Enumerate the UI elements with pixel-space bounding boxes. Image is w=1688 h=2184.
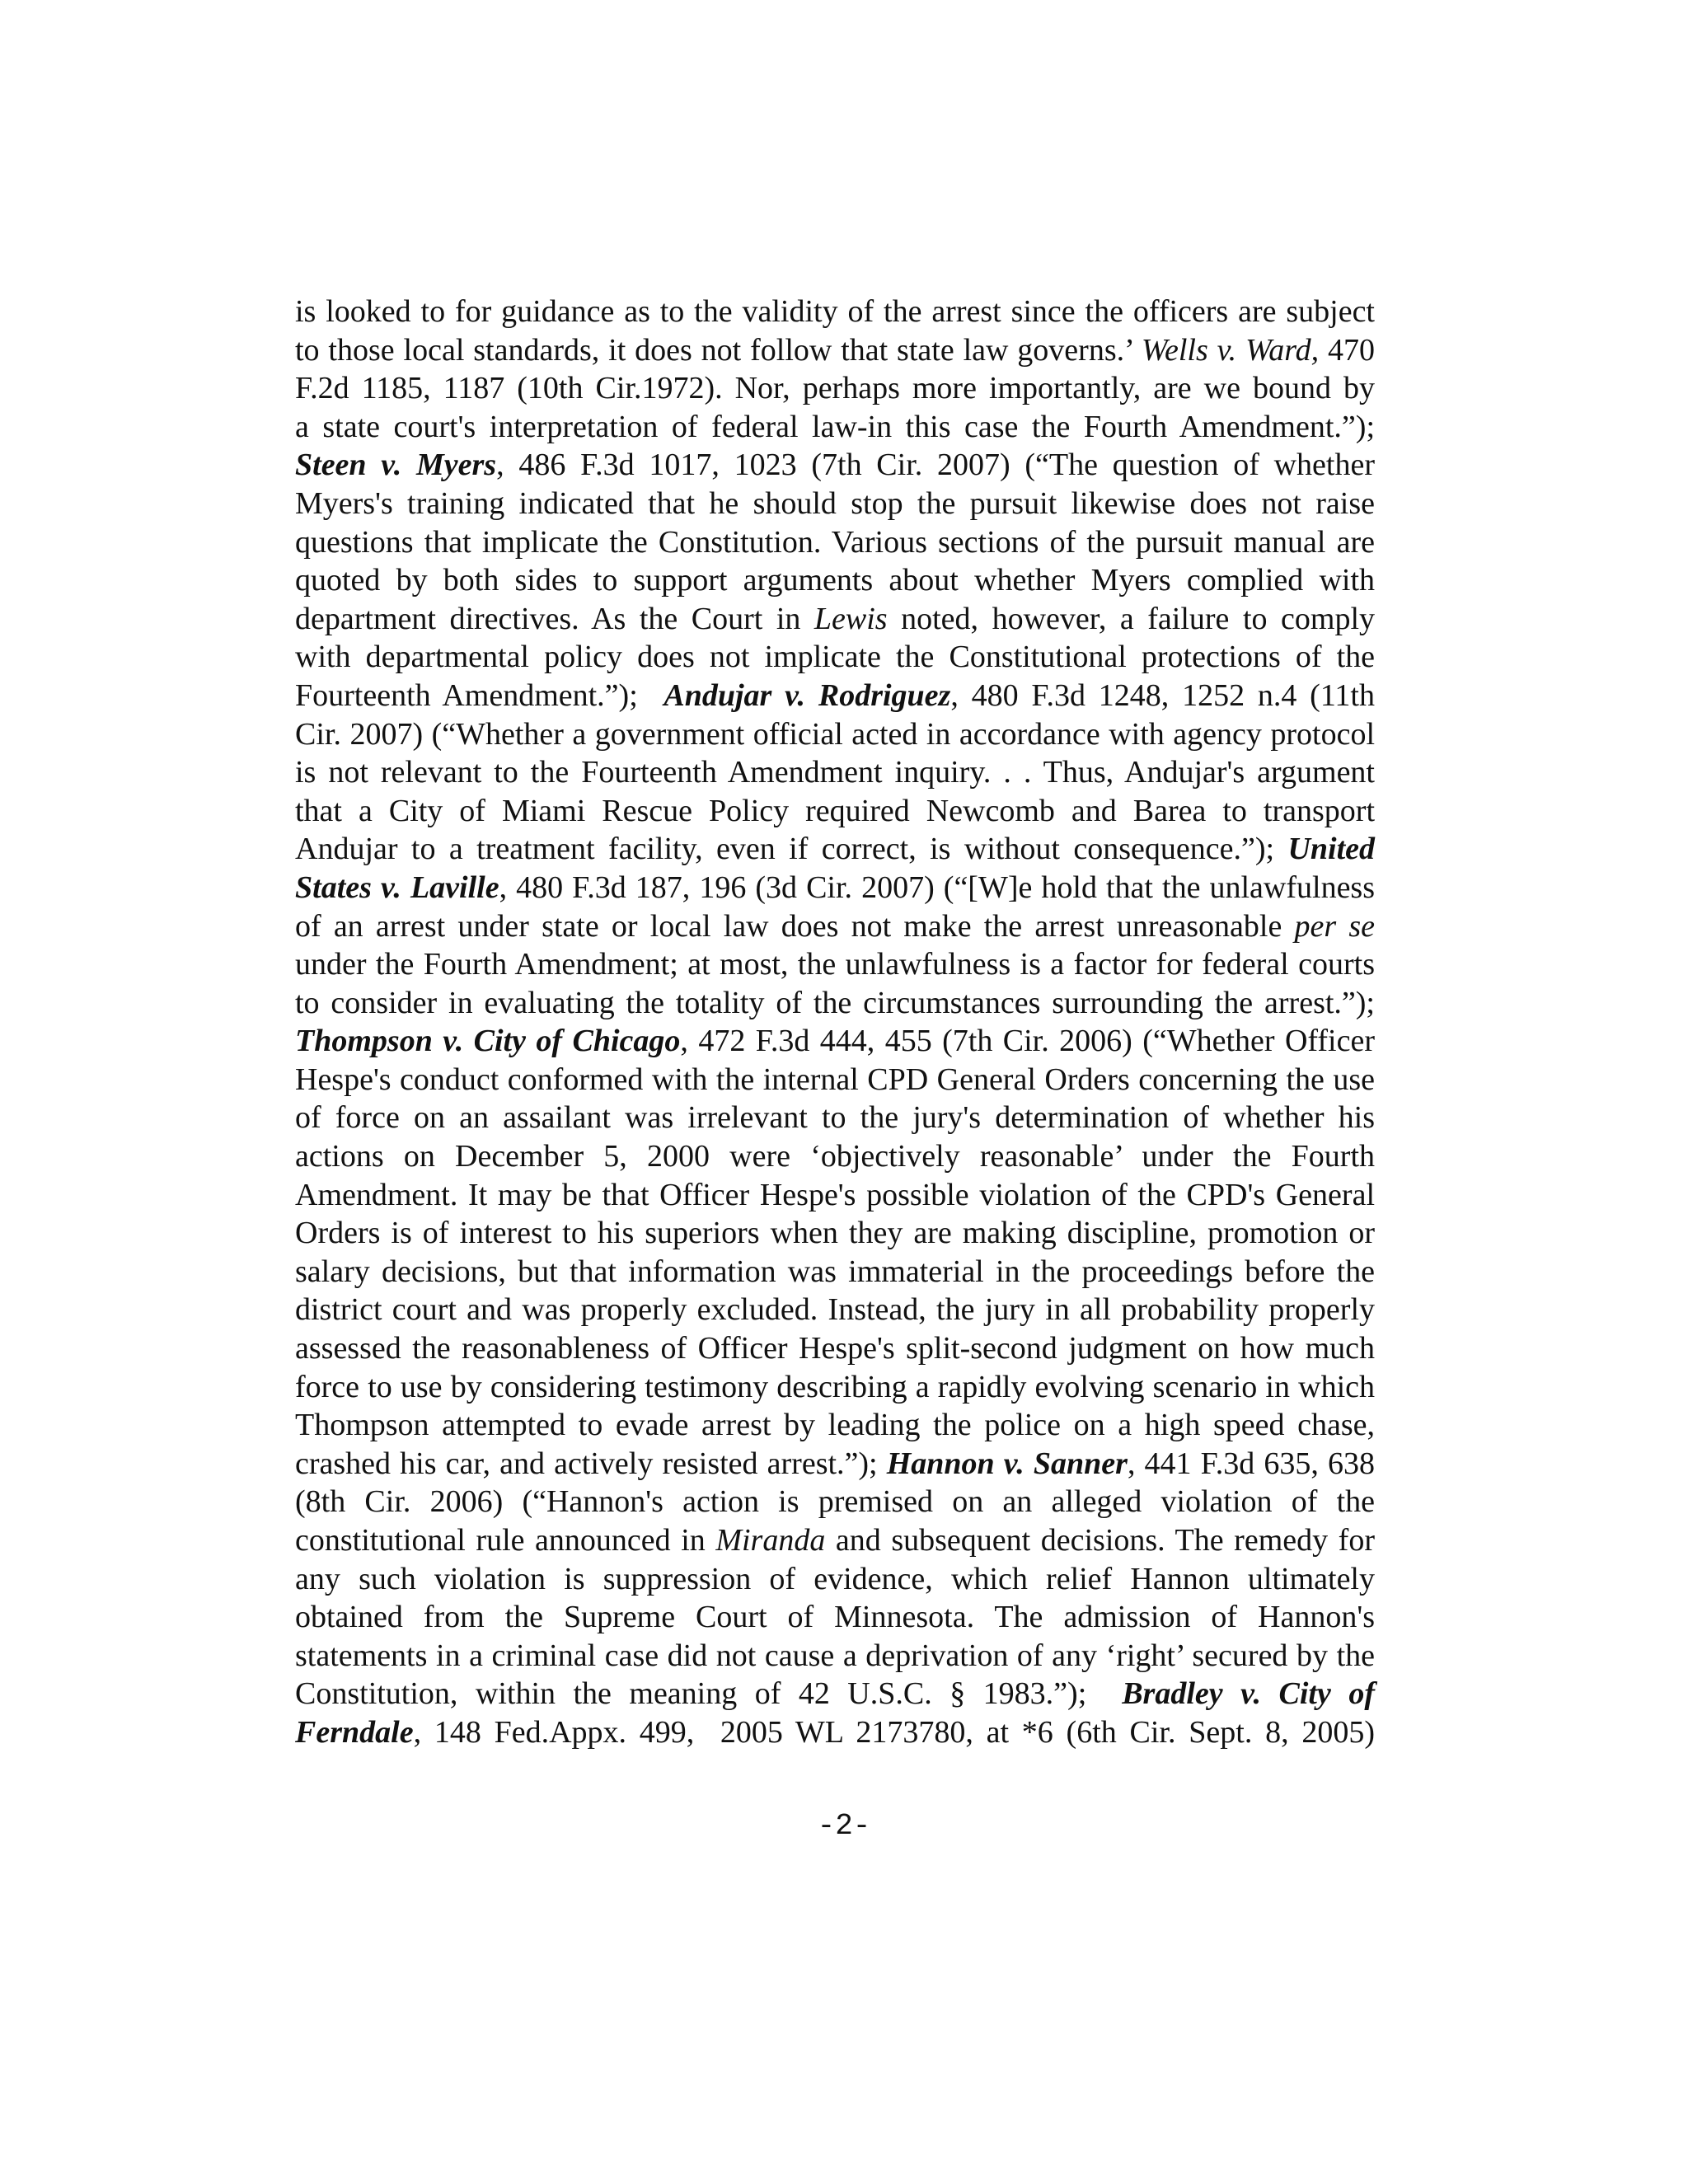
text-line (295, 945, 1375, 984)
text-line (295, 331, 1375, 370)
body-text (295, 293, 1375, 1752)
text-line (295, 677, 1375, 715)
text-line (295, 1445, 1375, 1483)
text-line (295, 830, 1375, 869)
text-run: , 480 F.3d 1248, 1252 n.4 (11th (950, 677, 1375, 713)
text-run: and subsequent decisions. The remedy for (825, 1523, 1375, 1558)
text-run: Hespe's conduct conformed with the internal CPD General Orders concerning the use (295, 1062, 1375, 1097)
text-run: is looked to for guidance as to the validity of the arrest since the officers are subject (295, 294, 1375, 329)
text-run: questions that implicate the Constitution. Various sections of the pursuit manual are (295, 524, 1375, 560)
text-run: to those local standards, it does not follow that state law governs.’ (295, 332, 1142, 368)
case-name: Thompson v. City of Chicago (295, 1024, 681, 1059)
case-name: Ferndale (295, 1714, 414, 1750)
text-run: Cir. 2007) (“Whether a government official acted in accordance with agency protocol (295, 716, 1375, 752)
text-line (295, 869, 1375, 907)
text-line (295, 1253, 1375, 1291)
text-line (295, 523, 1375, 562)
text-line (295, 1022, 1375, 1061)
text-run: department directives. As the Court in (295, 601, 814, 636)
text-line (295, 600, 1375, 639)
text-line (295, 408, 1375, 447)
text-run: Fourteenth Amendment.”); (295, 677, 664, 713)
text-run: 470 (1319, 332, 1375, 368)
text-line (295, 293, 1375, 331)
case-name: Hannon v. Sanner (886, 1446, 1128, 1481)
text-line (295, 1329, 1375, 1368)
text-line (295, 446, 1375, 485)
text-line (295, 1637, 1375, 1675)
case-name: States v. Laville (295, 869, 499, 905)
text-run: any such violation is suppression of evidence, which relief Hannon ultimately (295, 1561, 1375, 1596)
text-run: constitutional rule announced in (295, 1523, 716, 1558)
text-line (295, 1483, 1375, 1521)
text-run: Andujar to a treatment facility, even if correct, is without consequence.”); (295, 832, 1288, 867)
text-run: noted, however, a failure to comply (887, 601, 1375, 636)
text-line (295, 1521, 1375, 1560)
text-run: , 441 F.3d 635, 638 (1127, 1446, 1375, 1481)
text-line (295, 715, 1375, 754)
text-run: , 148 Fed.Appx. 499, 2005 WL 2173780, at *6 (6th Cir. Sept. 8, 2005) (413, 1714, 1375, 1750)
text-run: Thompson attempted to evade arrest by leading the police on a high speed chase, (295, 1408, 1375, 1443)
case-name: Andujar v. Rodriguez (663, 677, 951, 713)
text-run: Orders is of interest to his superiors when they are making discipline, promotion or (295, 1216, 1375, 1251)
text-line (295, 792, 1375, 831)
text-run: Amendment. It may be that Officer Hespe's possible violation of the CPD's General (295, 1177, 1375, 1212)
text-run: of an arrest under state or local law does not make the arrest unreasonable (295, 908, 1295, 944)
text-run: assessed the reasonableness of Officer Hespe's split-second judgment on how much (295, 1331, 1375, 1366)
text-run: of force on an assailant was irrelevant to the jury's determination of whether his (295, 1100, 1375, 1136)
text-run: , 472 F.3d 444, 455 (7th Cir. 2006) (“Whether Officer (680, 1024, 1375, 1059)
text-line (295, 1406, 1375, 1445)
text-run: (8th Cir. 2006) (“Hannon's action is premised on an alleged violation of the (295, 1484, 1375, 1520)
text-run: , 486 F.3d 1017, 1023 (7th Cir. 2007) (“The question of whether (496, 448, 1375, 483)
text-line (295, 753, 1375, 792)
text-line (295, 1099, 1375, 1137)
text-line (295, 1560, 1375, 1599)
text-line (295, 1291, 1375, 1329)
text-run: to consider in evaluating the totality of the circumstances surrounding the arrest.”); (295, 985, 1375, 1020)
text-line (295, 1713, 1375, 1752)
text-run: force to use by considering testimony describing a rapidly evolving scenario in which (295, 1369, 1375, 1404)
text-run: salary decisions, but that information was immaterial in the proceedings before the (295, 1254, 1375, 1289)
text-run: district court and was properly excluded. Instead, the jury in all probability properly (295, 1292, 1375, 1328)
text-line (295, 907, 1375, 946)
text-run: under the Fourth Amendment; at most, the unlawfulness is a factor for federal courts (295, 947, 1375, 982)
text-line (295, 1061, 1375, 1099)
text-line (295, 1598, 1375, 1637)
text-run: quoted by both sides to support arguments about whether Myers complied with (295, 563, 1375, 598)
text-line (295, 638, 1375, 677)
text-line (295, 1176, 1375, 1215)
text-run: statements in a criminal case did not cause a deprivation of any ‘right’ secured by the (295, 1638, 1375, 1673)
italic-text: Wells v. Ward, (1141, 332, 1320, 368)
text-run: that a City of Miami Rescue Policy required Newcomb and Barea to transport (295, 793, 1375, 828)
italic-text: Miranda (715, 1523, 826, 1558)
text-line (295, 1675, 1375, 1713)
text-line (295, 369, 1375, 408)
text-run: a state court's interpretation of federal law-in this case the Fourth Amendment.”); (295, 409, 1375, 444)
text-run: Constitution, within the meaning of 42 U.S.C. § 1983.”); (295, 1676, 1123, 1712)
text-run: Myers's training indicated that he should stop the pursuit likewise does not raise (295, 485, 1375, 521)
text-line (295, 984, 1375, 1023)
text-run: crashed his car, and actively resisted arrest.”); (295, 1446, 887, 1481)
case-name: Steen v. Myers (295, 448, 497, 483)
text-run: , 480 F.3d 187, 196 (3d Cir. 2007) (“[W]e hold that the unlawfulness (499, 869, 1376, 905)
italic-text: Lewis (814, 601, 888, 636)
text-run: with departmental policy does not implicate the Constitutional protections of the (295, 640, 1375, 675)
text-run: actions on December 5, 2000 were ‘objectively reasonable’ under the Fourth (295, 1139, 1375, 1174)
text-line (295, 1368, 1375, 1407)
text-run: F.2d 1185, 1187 (10th Cir.1972). Nor, perhaps more importantly, are we bound by (295, 371, 1375, 406)
text-line (295, 1214, 1375, 1253)
text-run: obtained from the Supreme Court of Minnesota. The admission of Hannon's (295, 1600, 1375, 1635)
text-line (295, 485, 1375, 523)
page-number: -2- (817, 1809, 871, 1843)
italic-text: per se (1294, 908, 1375, 944)
case-name: United (1287, 832, 1375, 867)
case-name: Bradley v. City of (1122, 1676, 1375, 1712)
text-line (295, 561, 1375, 600)
text-line (295, 1137, 1375, 1176)
text-run: is not relevant to the Fourteenth Amendment inquiry. . . Thus, Andujar's argument (295, 755, 1375, 790)
